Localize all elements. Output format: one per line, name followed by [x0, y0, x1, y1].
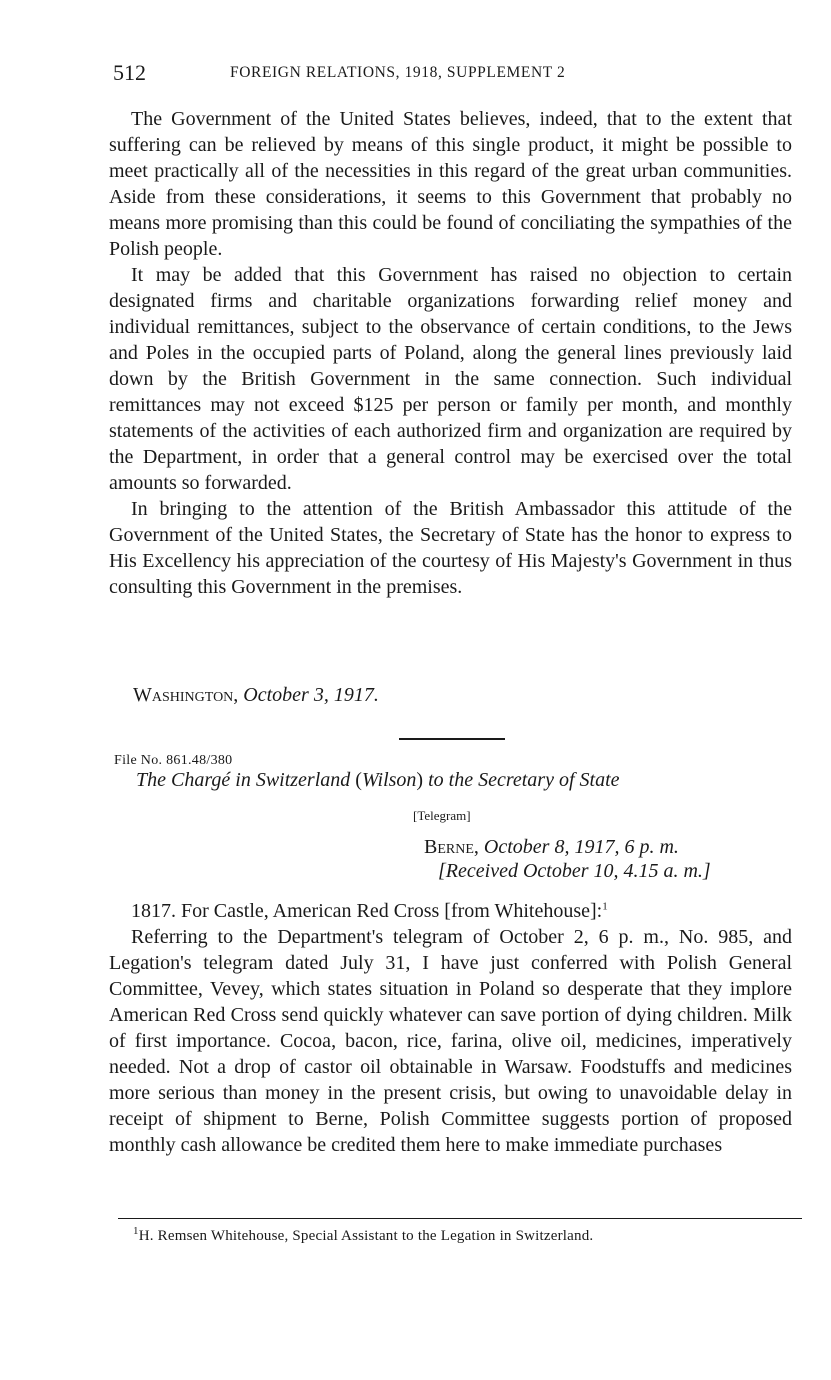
signoff-date: October 3, 1917.	[243, 684, 379, 706]
received-line	[438, 860, 711, 883]
footnote-rule	[118, 1218, 802, 1219]
title-name: Wilson	[361, 769, 417, 791]
footnote-reference: 1	[602, 900, 608, 913]
file-number: File No. 861.48/380	[114, 753, 233, 768]
telegram-first-line	[109, 898, 792, 924]
dateline	[424, 834, 679, 860]
telegram-first-line-text: 1817. For Castle, American Red Cross [from Whitehouse]:	[131, 900, 603, 922]
document-title: The Chargé in Switzerland (Wilson) to the Secretary of State	[136, 769, 620, 791]
footnote	[133, 1225, 594, 1245]
dateline-place: Berne,	[424, 836, 479, 858]
telegram-paragraph: Referring to the Department's telegram of October 2, 6 p. m., No. 985, and Legation's telegram dated July 31, I have just conferred with Polish General Committee, Vevey, which states situation in Poland so desperate that they implore American Red Cross send quickly whatever can save portion of dying children. Milk of first importance. Cocoa, bacon, rice, farina, olive oil, medicines, imperatively needed. Not a drop of castor oil obtainable in Warsaw. Foodstuffs and medicines more serious than money in the present crisis, but owing to unavoidable delay in receipt of shipment to Berne, Polish Committee suggests portion of proposed monthly cash allowance be credited them here to make immediate purchases	[109, 926, 792, 1156]
paragraph-2: It may be added that this Government has raised no objection to certain designated firms and charitable organizations forwarding relief money and individual remittances, subject to the observance of certain conditions, to the Jews and Poles in the occupied parts of Poland, along the general lines previously laid down by the British Government in the same connection. Such individual remittances may not exceed $125 per person or family per month, and monthly statements of the activities of each authorized firm and organization are required by the Department, in order that a general control may be exercised over the total amounts so forwarded.	[109, 264, 792, 494]
footnote-text: H. Remsen Whitehouse, Special Assistant to the Legation in Switzerland.	[138, 1228, 594, 1244]
title-part-2: to the Secretary of State	[428, 769, 620, 791]
section-divider	[399, 738, 505, 740]
title-part-1: The Chargé in Switzerland	[136, 769, 351, 791]
paragraph-1: The Government of the United States believes, indeed, that to the extent that suffering can be relieved by means of this single product, it might be possible to meet practically all of the necessities in this regard of the great urban communities. Aside from these considerations, it seems to this Government that probably no means more promising than this could be found of conciliating the sympathies of the Polish people.	[109, 108, 792, 260]
received-text: [Received October 10, 4.15 a. m.]	[438, 860, 711, 882]
telegram-body	[109, 898, 792, 1158]
signoff	[133, 684, 379, 707]
running-head: FOREIGN RELATIONS, 1918, SUPPLEMENT 2	[230, 64, 566, 81]
telegram-label: [Telegram]	[413, 808, 471, 823]
section-1-body	[109, 106, 792, 600]
dateline-date: October 8, 1917, 6 p. m.	[483, 836, 679, 858]
page-number: 512	[113, 60, 146, 85]
signoff-place: Washington,	[133, 684, 239, 706]
footnote-marker: 1	[133, 1225, 139, 1237]
page-header	[113, 60, 813, 90]
paragraph-3: In bringing to the attention of the British Ambassador this attitude of the Government of the United States, the Secretary of State has the honor to express to His Excellency his appreciation of the courtesy of His Majesty's Government in thus consulting this Government in the premises.	[109, 498, 792, 598]
